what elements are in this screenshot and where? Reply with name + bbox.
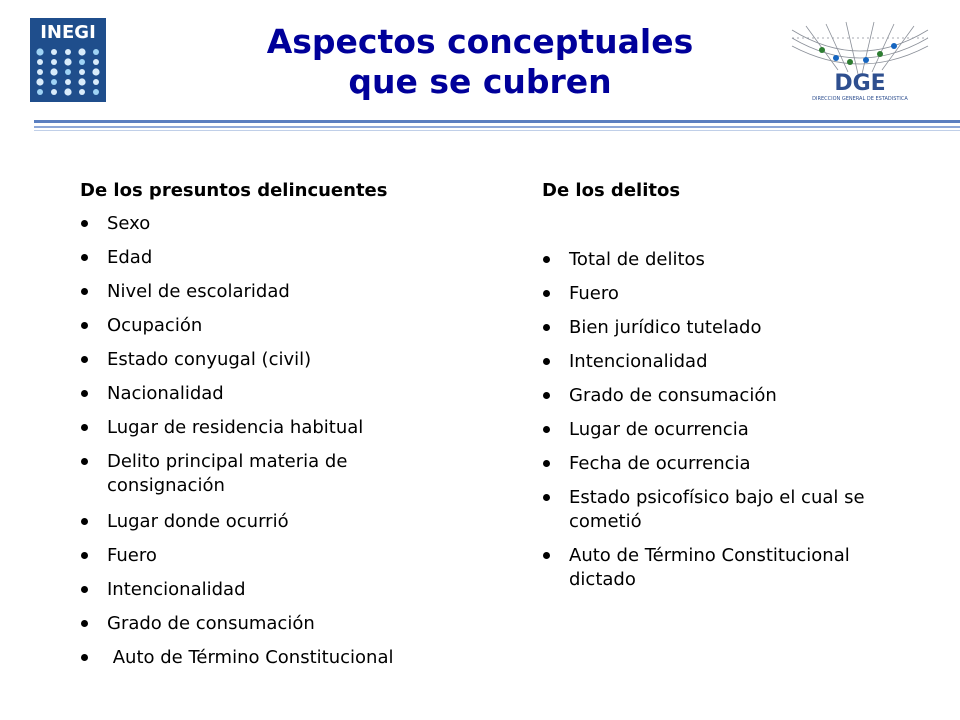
- inegi-dot: [51, 59, 57, 65]
- left-column: [80, 178, 500, 680]
- right-bullet-list: [542, 248, 942, 592]
- list-item: Intencionalidad: [542, 350, 942, 374]
- inegi-dot: [79, 69, 85, 75]
- list-item: Nacionalidad: [80, 382, 500, 406]
- dge-logo-subtext: DIRECCION GENERAL DE ESTADISTICA: [812, 96, 908, 102]
- dge-wireframe: [792, 22, 928, 74]
- inegi-dot: [92, 68, 99, 75]
- inegi-dot: [51, 49, 57, 55]
- inegi-dot: [65, 49, 71, 55]
- inegi-logo: [30, 18, 106, 102]
- list-item: Estado conyugal (civil): [80, 348, 500, 372]
- list-item: Fuero: [80, 544, 500, 568]
- inegi-dot: [79, 89, 85, 95]
- inegi-dot: [93, 89, 99, 95]
- list-item: Ocupación: [80, 314, 500, 338]
- title-line-1: Aspectos conceptuales: [266, 22, 694, 61]
- inegi-dot: [37, 89, 43, 95]
- list-item: Edad: [80, 246, 500, 270]
- inegi-dot: [50, 68, 57, 75]
- inegi-dot: [93, 79, 99, 85]
- list-item: Sexo: [80, 212, 500, 236]
- inegi-dot: [51, 79, 57, 85]
- list-item: Estado psicofísico bajo el cual se cometió: [542, 486, 899, 534]
- inegi-dot: [65, 79, 71, 85]
- inegi-dot: [64, 58, 71, 65]
- list-item: Auto de Término Constitucional: [80, 646, 500, 670]
- dge-logo: [786, 20, 934, 106]
- inegi-dot: [36, 78, 43, 85]
- list-item: Fuero: [542, 282, 942, 306]
- list-item: Total de delitos: [542, 248, 942, 272]
- list-item: Nivel de escolaridad: [80, 280, 500, 304]
- title-line-2: que se cubren: [348, 62, 612, 101]
- right-column: [542, 178, 942, 602]
- list-item: Grado de consumación: [542, 384, 942, 408]
- page-title: [200, 22, 760, 102]
- left-heading: De los presuntos delincuentes: [80, 180, 388, 201]
- inegi-dot: [37, 59, 43, 65]
- list-item: Intencionalidad: [80, 578, 500, 602]
- inegi-dot: [37, 69, 43, 75]
- list-item: Lugar de ocurrencia: [542, 418, 942, 442]
- inegi-dot: [78, 48, 85, 55]
- left-bullet-list: [80, 212, 500, 670]
- inegi-dot: [78, 78, 85, 85]
- list-item: Fecha de ocurrencia: [542, 452, 942, 476]
- inegi-dot: [93, 59, 99, 65]
- inegi-dot: [65, 69, 71, 75]
- list-item: Bien jurídico tutelado: [542, 316, 942, 340]
- list-item: Auto de Término Constitucional dictado: [542, 544, 909, 592]
- header-divider: [34, 118, 960, 136]
- list-item: Lugar de residencia habitual: [80, 416, 500, 440]
- dge-logo-text: DGE: [834, 71, 886, 96]
- list-item: Lugar donde ocurrió: [80, 510, 500, 534]
- inegi-dot: [51, 89, 57, 95]
- list-item: Delito principal materia de consignación: [80, 450, 407, 498]
- inegi-dot: [93, 49, 99, 55]
- inegi-dot: [79, 59, 85, 65]
- inegi-logo-text: INEGI: [40, 22, 96, 43]
- inegi-dot: [64, 88, 71, 95]
- inegi-dot: [36, 48, 43, 55]
- right-heading: De los delitos: [542, 180, 681, 201]
- list-item: Grado de consumación: [80, 612, 500, 636]
